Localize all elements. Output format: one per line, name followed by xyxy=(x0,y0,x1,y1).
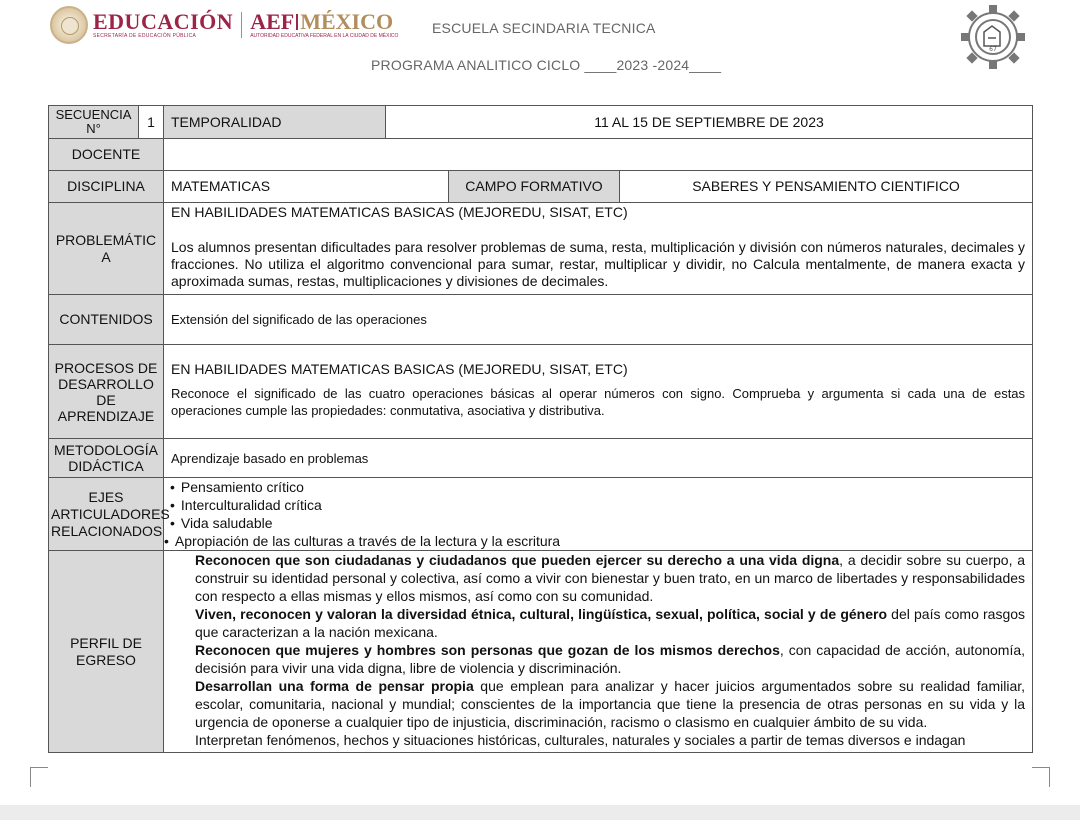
disciplina-value: MATEMATICAS xyxy=(164,171,449,203)
secuencia-value: 1 xyxy=(139,106,164,139)
disciplina-label: DISCIPLINA xyxy=(49,171,164,203)
aef-logo-subtitle: AUTORIDAD EDUCATIVA FEDERAL EN LA CIUDAD DE MÉXICO xyxy=(250,32,399,39)
aef-logo-title: AEF MÉXICO xyxy=(250,8,394,34)
procesos-text: Reconoce el significado de las cuatro operaciones básicas al operar números con signo. Comprueba y argumenta si cada una de estas operaciones cumple las propiedades: conmutativa, asociativa y distributiva. xyxy=(171,386,1026,418)
edu-logo-title: EDUCACIÓN xyxy=(93,8,234,34)
docente-label: DOCENTE xyxy=(49,139,164,171)
perfil-paragraph: Desarrollan una forma de pensar propia que emplean para analizar y hacer juicios argumentados sobre su realidad familiar, escolar, comunitaria, nacional y mundial; conscientes de la importancia que tiene la presencia de otras personas en su vida y la urgencia de oponerse a cualquier tipo de injusticia, discriminación, racismo o clasismo en cualquier ámbito de su vida. xyxy=(195,678,1026,730)
perfil-content xyxy=(164,551,1033,753)
row-contenidos xyxy=(49,295,1033,345)
problematica-content xyxy=(164,203,1033,295)
procesos-label: PROCESOS DE DESARROLLO DE APRENDIZAJE xyxy=(49,345,164,439)
problematica-text: Los alumnos presentan dificultades para resolver problemas de suma, resta, multiplicación y división con números naturales, decimales y fracciones. No utiliza el algoritmo convencional para sumar, restar, multiplicar y dividir, no Calcula mentalmente, de manera exacta y aproximada sumas, restas, multiplicaciones y divisiones de decimales. xyxy=(171,239,1026,289)
row-secuencia xyxy=(49,106,1033,139)
program-title: PROGRAMA ANALITICO CICLO ____2023 -2024____ xyxy=(371,57,722,73)
edu-logo-subtitle: SECRETARÍA DE EDUCACIÓN PÚBLICA xyxy=(93,32,197,39)
campo-formativo-label: CAMPO FORMATIVO xyxy=(449,171,620,203)
ejes-list xyxy=(170,478,1025,550)
ejes-list-item: • Vida saludable xyxy=(170,514,1025,532)
logo-divider xyxy=(241,12,242,38)
program-table xyxy=(48,105,1033,753)
row-procesos xyxy=(49,345,1033,439)
school-gear-logo-icon xyxy=(958,2,1028,72)
campo-formativo-value: SABERES Y PENSAMIENTO CIENTIFICO xyxy=(620,171,1033,203)
row-docente xyxy=(49,139,1033,171)
docente-value xyxy=(164,139,1033,171)
perfil-paragraph: Viven, reconocen y valoran la diversidad étnica, cultural, lingüística, sexual, política, social y de género del país como rasgos que caracterizan a la nación mexicana. xyxy=(195,606,1026,640)
procesos-content xyxy=(164,345,1033,439)
ejes-label: EJES ARTICULADORES RELACIONADOS xyxy=(49,478,164,551)
metodologia-label: METODOLOGÍA DIDÁCTICA xyxy=(49,439,164,478)
contenidos-label: CONTENIDOS xyxy=(49,295,164,345)
problematica-heading: EN HABILIDADES MATEMATICAS BASICAS (MEJOREDU, SISAT, ETC) xyxy=(171,204,628,220)
temporalidad-value: 11 AL 15 DE SEPTIEMBRE DE 2023 xyxy=(386,106,1033,139)
school-name: ESCUELA SECINDARIA TECNICA xyxy=(432,20,656,36)
page-corner-marker xyxy=(30,767,48,787)
perfil-label: PERFIL DE EGRESO xyxy=(49,551,164,753)
row-disciplina xyxy=(49,171,1033,203)
ejes-content xyxy=(164,478,1033,551)
ejes-list-item: • Interculturalidad crítica xyxy=(170,496,1025,514)
problematica-label: PROBLEMÁTIC A xyxy=(49,203,164,295)
mexico-seal-icon xyxy=(50,6,88,44)
contenidos-value: Extensión del significado de las operaciones xyxy=(164,295,1033,345)
row-ejes xyxy=(49,478,1033,551)
document-header xyxy=(0,0,1080,100)
procesos-heading: EN HABILIDADES MATEMATICAS BASICAS (MEJOREDU, SISAT, ETC) xyxy=(171,361,628,377)
page-corner-marker xyxy=(1032,767,1050,787)
perfil-paragraph: Interpretan fenómenos, hechos y situaciones históricas, culturales, naturales y sociales a partir de temas diversos e indagan xyxy=(195,732,966,748)
row-problematica xyxy=(49,203,1033,295)
row-metodologia xyxy=(49,439,1033,478)
metodologia-value: Aprendizaje basado en problemas xyxy=(164,439,1033,478)
perfil-paragraph: Reconocen que son ciudadanas y ciudadanos que pueden ejercer su derecho a una vida digna, a decidir sobre su cuerpo, a construir su identidad personal y colectiva, así como a vivir con bienestar y buen trato, en un marco de libertades y responsabilidades con respecto a ellas mismas y ellos mismos, así como con su comunidad. xyxy=(195,552,1026,604)
temporalidad-label: TEMPORALIDAD xyxy=(164,106,386,139)
ejes-list-item: • Pensamiento crítico xyxy=(170,478,1025,496)
page-bottom-gap xyxy=(0,805,1080,820)
perfil-paragraph: Reconocen que mujeres y hombres son personas que gozan de los mismos derechos, con capacidad de acción, autonomía, decisión para vivir una vida digna, libre de violencia y discriminación. xyxy=(195,642,1026,676)
sep-aef-logo xyxy=(50,6,398,44)
secuencia-label: SECUENCIA N° xyxy=(49,106,139,139)
row-perfil xyxy=(49,551,1033,753)
ejes-list-item: • Apropiación de las culturas a través de la lectura y la escritura xyxy=(164,532,1025,550)
svg-text:67: 67 xyxy=(989,46,997,53)
